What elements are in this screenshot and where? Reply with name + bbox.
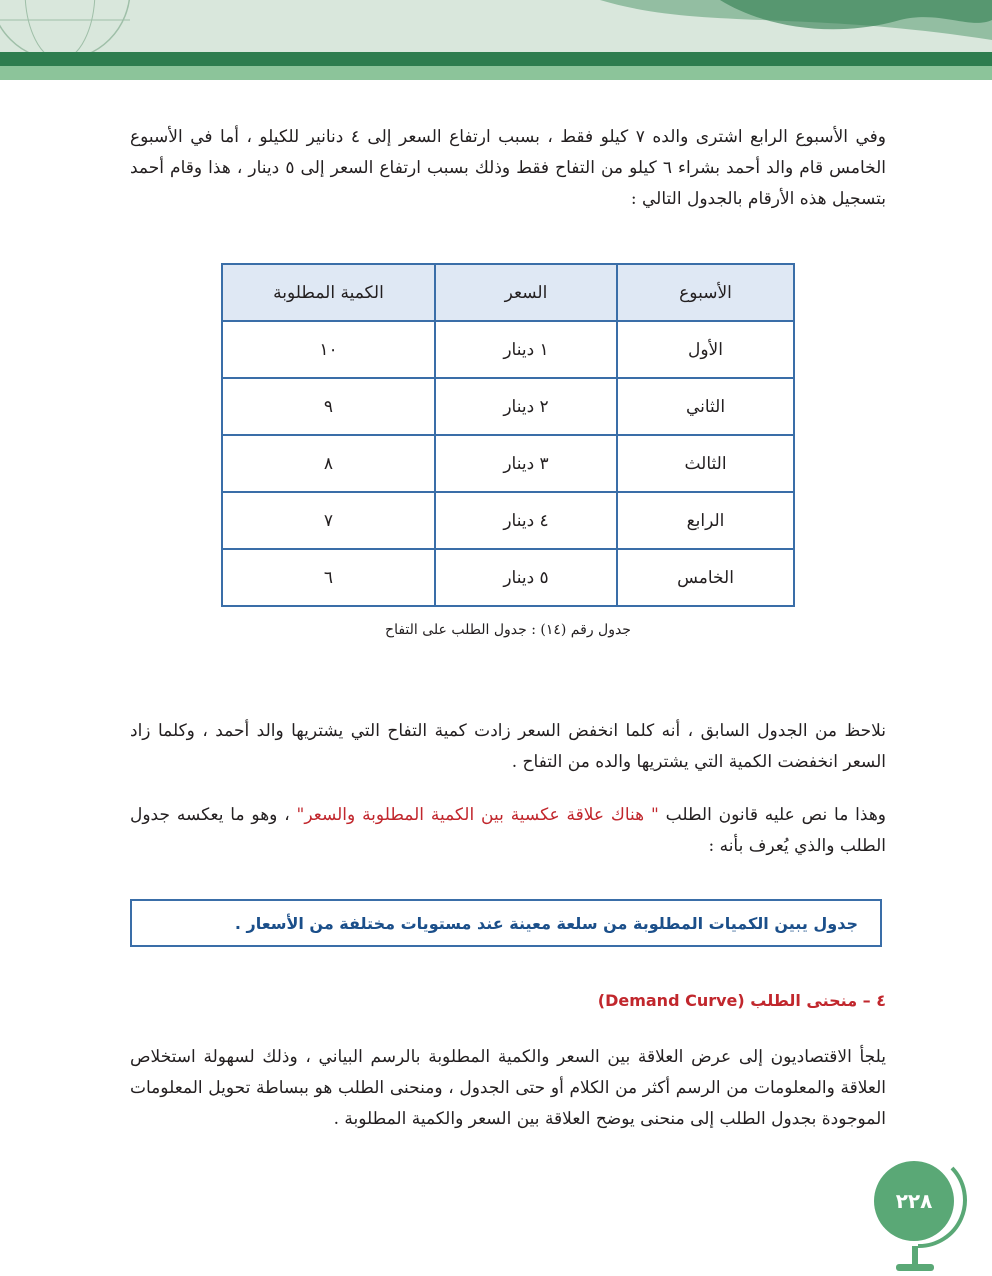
table-row [222, 492, 794, 549]
cell-price: ١ دينار [435, 321, 617, 378]
section-heading: ٤ – منحنى الطلب (Demand Curve) [597, 991, 886, 1010]
cell-quantity: ٦ [222, 549, 435, 606]
table-row [222, 321, 794, 378]
demand-law-intro: وهذا ما نص عليه قانون الطلب [658, 805, 887, 825]
globe-stand [912, 1246, 918, 1264]
page-number: ٢٢٨ [895, 1189, 933, 1213]
header-week: الأسبوع [617, 264, 794, 321]
table-row [222, 435, 794, 492]
paragraph-demand-curve: يلجأ الاقتصاديون إلى عرض العلاقة بين السعر والكمية المطلوبة بالرسم البياني ، وذلك لسهولة استخلاص العلاقة والمعلومات من الرسم أكثر من الكلام أو حتى الجدول ، ومنحنى الطلب هو ببساطة تحويل المعلومات الموجودة بجدول الطلب إلى منحنى يوضح العلاقة بين السعر والكمية المطلوبة . [130, 1047, 886, 1129]
paragraph-demand-law [130, 800, 886, 862]
cell-week: الأول [617, 321, 794, 378]
cell-week: الخامس [617, 549, 794, 606]
cell-week: الثاني [617, 378, 794, 435]
cell-quantity: ٧ [222, 492, 435, 549]
cell-price: ٣ دينار [435, 435, 617, 492]
table-row [222, 378, 794, 435]
demand-law-quote: " هناك علاقة عكسية بين الكمية المطلوبة والسعر" [296, 805, 659, 825]
table-header-row [222, 264, 794, 321]
globe-base [896, 1264, 934, 1271]
definition-text: جدول يبين الكميات المطلوبة من سلعة معينة عند مستويات مختلفة من الأسعار . [234, 913, 858, 933]
table-caption: جدول رقم (١٤) : جدول الطلب على التفاح [385, 622, 631, 638]
header-quantity: الكمية المطلوبة [222, 264, 435, 321]
header-price: السعر [435, 264, 617, 321]
demand-law-outro: ، وهو ما يعكسه جدول الطلب والذي يُعرف بأنه : [130, 805, 886, 856]
cell-price: ٢ دينار [435, 378, 617, 435]
cell-week: الرابع [617, 492, 794, 549]
demand-table [221, 263, 795, 607]
header-dark-stripe [0, 52, 992, 66]
cell-price: ٥ دينار [435, 549, 617, 606]
cell-quantity: ٩ [222, 378, 435, 435]
cell-price: ٤ دينار [435, 492, 617, 549]
definition-box [130, 899, 882, 947]
header-light-stripe [0, 66, 992, 80]
header-band [0, 0, 992, 82]
cell-week: الثالث [617, 435, 794, 492]
header-globe-graphic [0, 0, 992, 82]
cell-quantity: ١٠ [222, 321, 435, 378]
table-row [222, 549, 794, 606]
cell-quantity: ٨ [222, 435, 435, 492]
paragraph-week-four-five: وفي الأسبوع الرابع اشترى والده ٧ كيلو فقط ، بسبب ارتفاع السعر إلى ٤ دنانير للكيلو ، أما في الأسبوع الخامس قام والد أحمد بشراء ٦ كيلو من التفاح فقط وذلك بسبب ارتفاع السعر إلى ٥ دينار ، هذا وقام أحمد بتسجيل هذه الأرقام بالجدول التالي : [130, 127, 887, 209]
paragraph-observation: نلاحظ من الجدول السابق ، أنه كلما انخفض السعر زادت كمية التفاح التي يشتريها والد أحمد ، وكلما زاد السعر انخفضت الكمية التي يشتريها والده من التفاح . [130, 721, 886, 772]
